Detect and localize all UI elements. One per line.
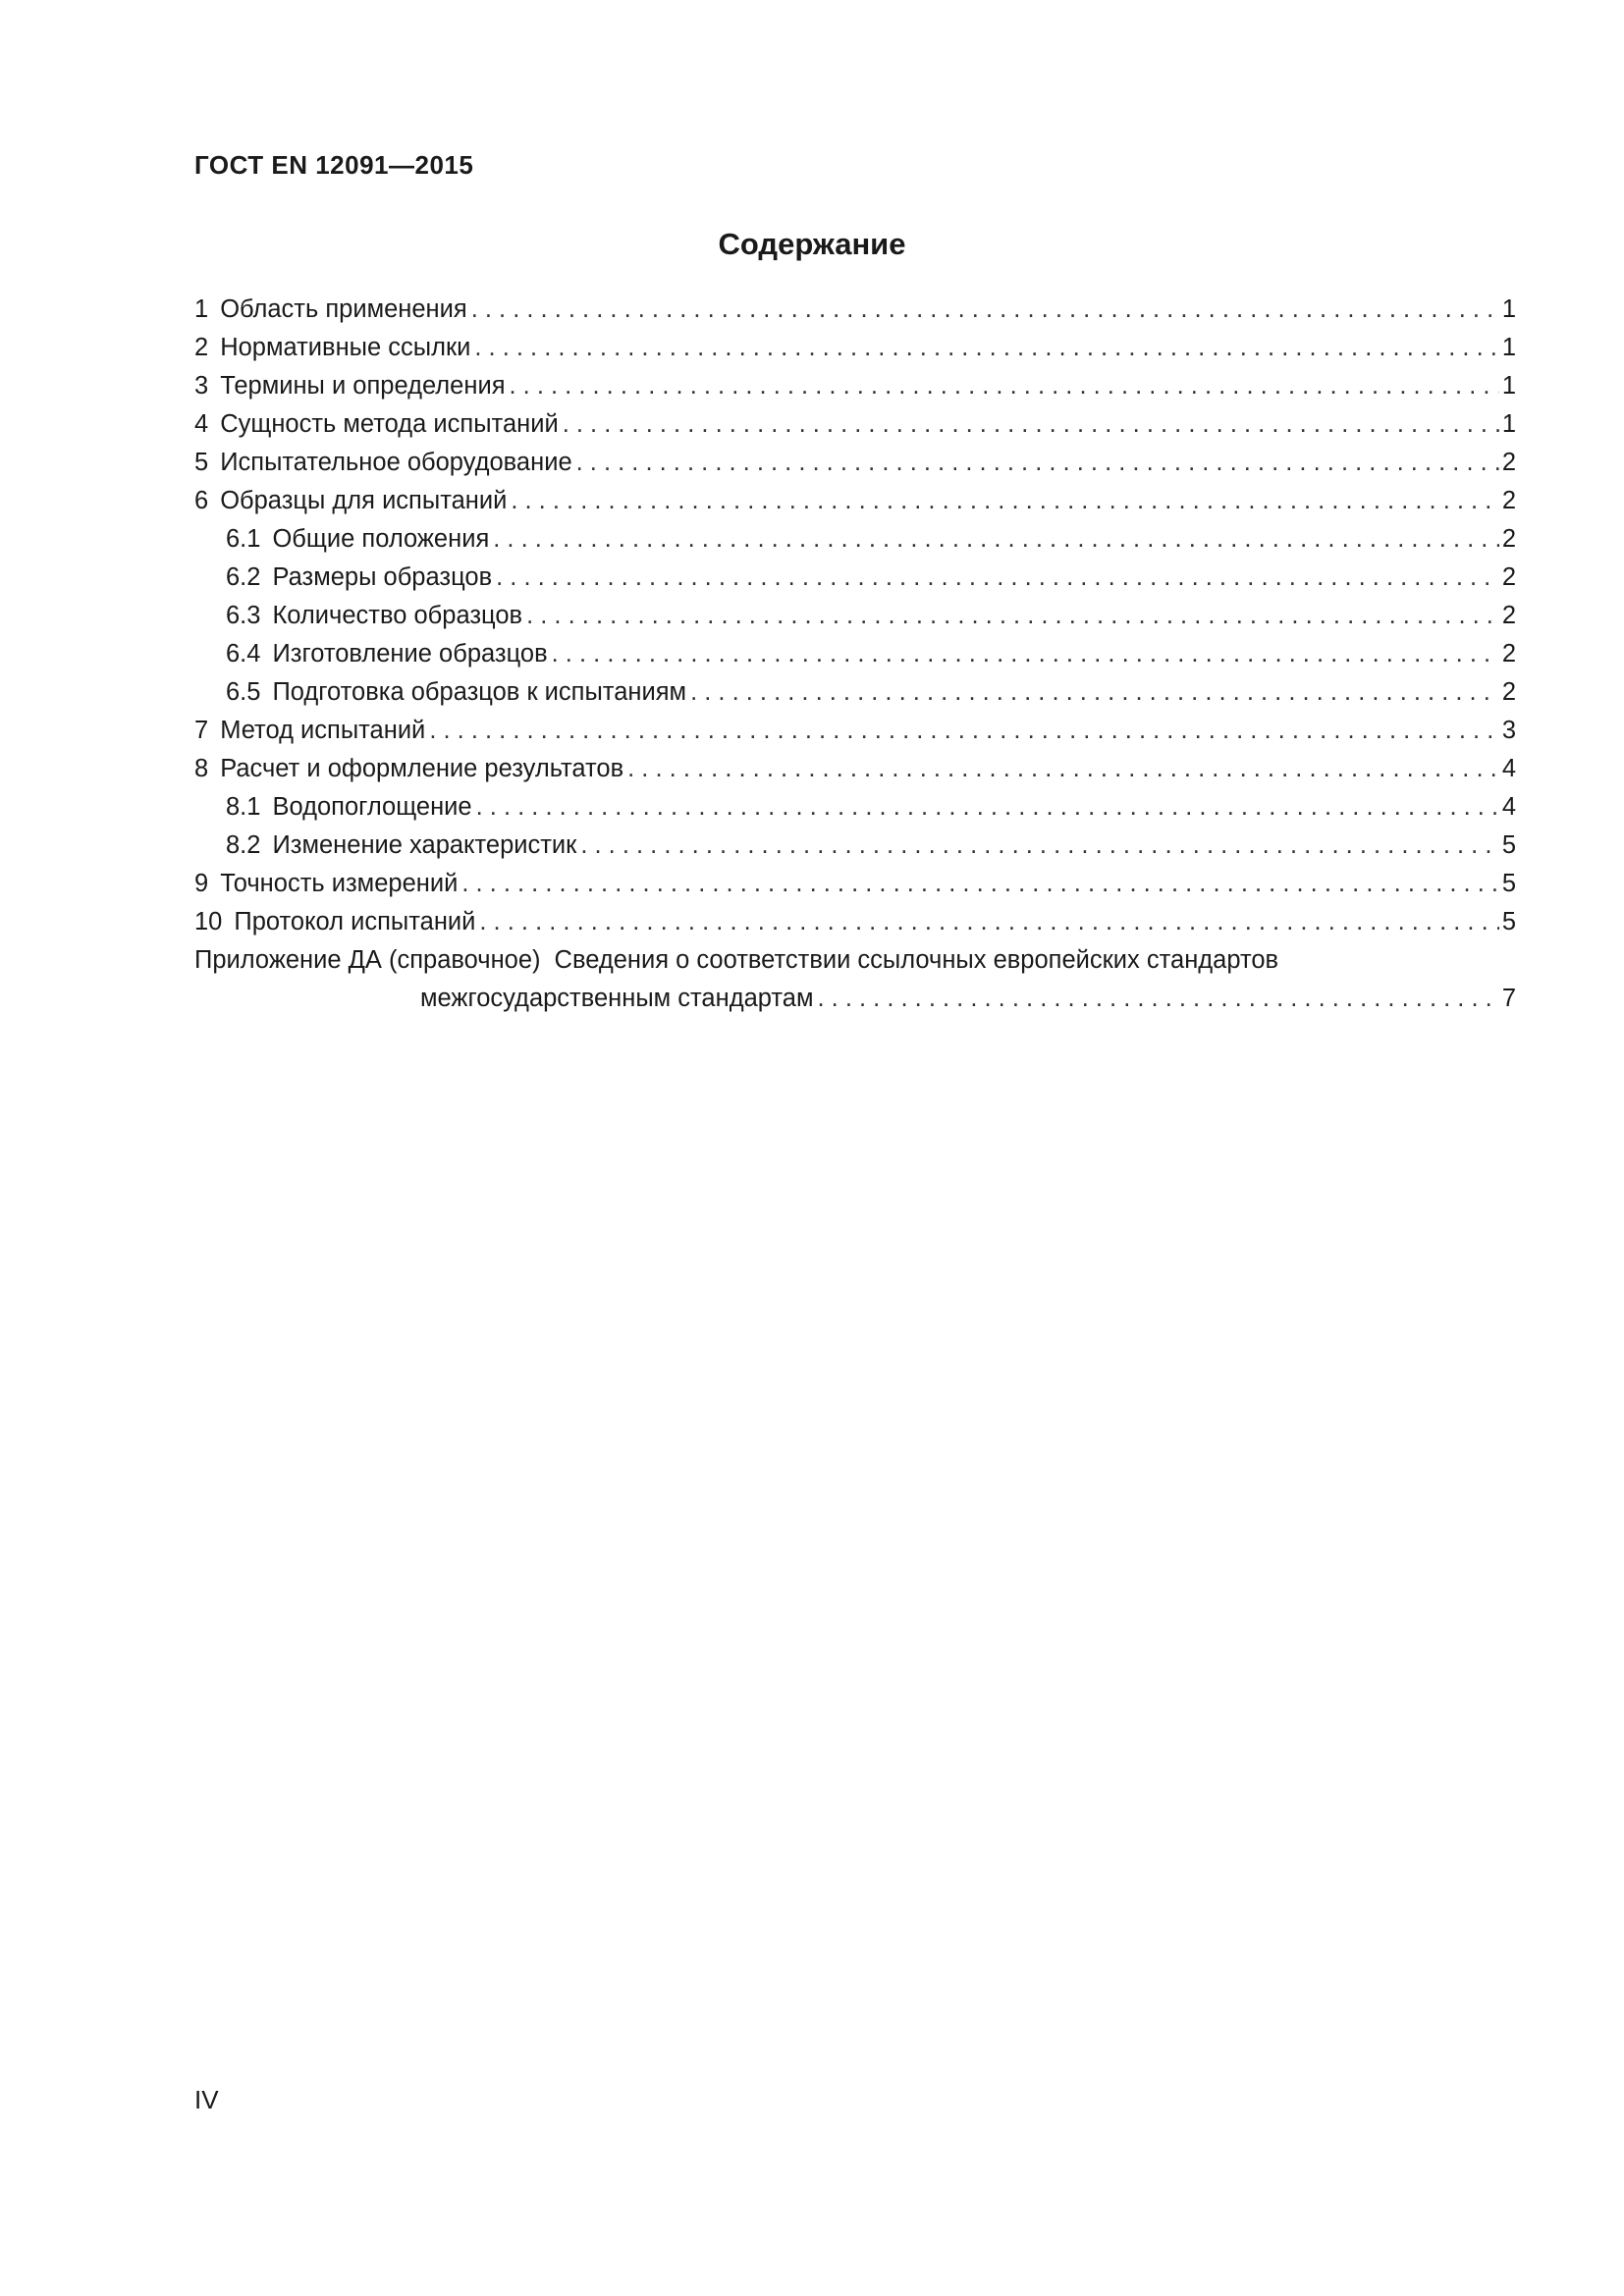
toc-entry-number: 6.4 bbox=[226, 640, 261, 667]
toc-annex-entry[interactable] bbox=[194, 941, 1516, 1018]
toc-dot-leader bbox=[526, 597, 1499, 635]
toc-dot-leader bbox=[476, 788, 1499, 827]
toc-entry-title: Размеры образцов bbox=[272, 563, 493, 591]
toc-entry-title: Образцы для испытаний bbox=[220, 487, 508, 514]
toc-entry-title: Сущность метода испытаний bbox=[220, 410, 559, 438]
toc-subentry[interactable] bbox=[194, 520, 1516, 559]
toc-entry-page: 3 bbox=[1501, 717, 1516, 744]
toc-entry-number: 6.2 bbox=[226, 563, 261, 591]
toc-entry-title: Область применения bbox=[220, 295, 467, 323]
toc-dot-leader bbox=[552, 635, 1499, 673]
toc-entry[interactable] bbox=[194, 329, 1516, 367]
toc-dot-leader bbox=[496, 559, 1499, 597]
toc-entry-page: 5 bbox=[1501, 831, 1516, 859]
toc-dot-leader bbox=[817, 980, 1498, 1018]
toc-entry-number: 3 bbox=[194, 372, 209, 400]
toc-subentry[interactable] bbox=[194, 559, 1516, 597]
toc-entry-title: Точность измерений bbox=[220, 870, 459, 897]
toc-entry-title: Метод испытаний bbox=[220, 717, 426, 744]
annex-prefix: Приложение ДА (справочное) bbox=[194, 946, 541, 974]
toc-entry-page: 2 bbox=[1501, 602, 1516, 629]
toc-dot-leader bbox=[471, 291, 1499, 329]
toc-entry-number: 6.1 bbox=[226, 525, 261, 553]
toc-subentry[interactable] bbox=[194, 788, 1516, 827]
toc-entry-title: Общие положения bbox=[272, 525, 490, 553]
toc-entry-page: 4 bbox=[1501, 793, 1516, 821]
toc-entry-title: Протокол испытаний bbox=[234, 908, 476, 935]
toc-subentry[interactable] bbox=[194, 673, 1516, 712]
toc-dot-leader bbox=[511, 482, 1498, 520]
toc-entry-number: 1 bbox=[194, 295, 209, 323]
toc-entry-page: 2 bbox=[1501, 563, 1516, 591]
toc-entry-page: 7 bbox=[1501, 985, 1516, 1012]
page-number: IV bbox=[194, 2085, 219, 2114]
toc-entry-number: 6.3 bbox=[226, 602, 261, 629]
toc-subentry[interactable] bbox=[194, 827, 1516, 865]
toc-entry-page: 1 bbox=[1501, 372, 1516, 400]
table-of-contents bbox=[194, 291, 1516, 1018]
toc-entry-page: 2 bbox=[1501, 640, 1516, 667]
toc-entry-title: Испытательное оборудование bbox=[220, 449, 572, 476]
toc-dot-leader bbox=[493, 520, 1499, 559]
toc-entry-number: 9 bbox=[194, 870, 209, 897]
toc-entry-title: Термины и определения bbox=[220, 372, 506, 400]
toc-entry-page: 5 bbox=[1501, 870, 1516, 897]
annex-title-line-1: Сведения о соответствии ссылочных европейских стандартов bbox=[554, 946, 1279, 974]
toc-subentry[interactable] bbox=[194, 597, 1516, 635]
toc-entry-number: 10 bbox=[194, 908, 223, 935]
toc-entry[interactable] bbox=[194, 405, 1516, 444]
toc-entry-number: 4 bbox=[194, 410, 209, 438]
toc-entry-page: 1 bbox=[1501, 334, 1516, 361]
toc-entry-number: 6 bbox=[194, 487, 209, 514]
toc-entry-page: 2 bbox=[1501, 678, 1516, 706]
annex-line-2 bbox=[194, 980, 1516, 1018]
toc-title: Содержание bbox=[718, 227, 906, 261]
toc-entry-title: Нормативные ссылки bbox=[220, 334, 471, 361]
toc-entry-number: 8.1 bbox=[226, 793, 261, 821]
toc-entry-number: 6.5 bbox=[226, 678, 261, 706]
toc-entry-title: Подготовка образцов к испытаниям bbox=[272, 678, 687, 706]
toc-entry[interactable] bbox=[194, 482, 1516, 520]
document-header: ГОСТ EN 12091—2015 bbox=[194, 150, 474, 180]
toc-dot-leader bbox=[474, 329, 1498, 367]
toc-entry-title: Водопоглощение bbox=[272, 793, 472, 821]
toc-subentry[interactable] bbox=[194, 635, 1516, 673]
toc-entry[interactable] bbox=[194, 367, 1516, 405]
toc-dot-leader bbox=[429, 712, 1499, 750]
toc-entry-page: 2 bbox=[1501, 449, 1516, 476]
toc-entry-number: 8.2 bbox=[226, 831, 261, 859]
toc-entry[interactable] bbox=[194, 712, 1516, 750]
toc-entry[interactable] bbox=[194, 291, 1516, 329]
toc-entry-page: 1 bbox=[1501, 295, 1516, 323]
toc-entry-number: 8 bbox=[194, 755, 209, 782]
toc-entry[interactable] bbox=[194, 750, 1516, 788]
toc-entry-page: 5 bbox=[1501, 908, 1516, 935]
toc-entry-number: 7 bbox=[194, 717, 209, 744]
toc-entry-page: 2 bbox=[1501, 525, 1516, 553]
toc-entry[interactable] bbox=[194, 444, 1516, 482]
toc-entry[interactable] bbox=[194, 865, 1516, 903]
toc-entry-page: 2 bbox=[1501, 487, 1516, 514]
toc-dot-leader bbox=[690, 673, 1499, 712]
annex-line-1 bbox=[194, 941, 1516, 980]
toc-entry-page: 4 bbox=[1501, 755, 1516, 782]
toc-dot-leader bbox=[479, 903, 1498, 941]
toc-entry-title: Изменение характеристик bbox=[272, 831, 577, 859]
toc-entry-number: 2 bbox=[194, 334, 209, 361]
toc-dot-leader bbox=[563, 405, 1499, 444]
toc-dot-leader bbox=[461, 865, 1498, 903]
toc-dot-leader bbox=[580, 827, 1498, 865]
toc-entry-page: 1 bbox=[1501, 410, 1516, 438]
toc-dot-leader bbox=[576, 444, 1499, 482]
toc-entry-number: 5 bbox=[194, 449, 209, 476]
toc-entry-title: Количество образцов bbox=[272, 602, 523, 629]
toc-dot-leader bbox=[510, 367, 1499, 405]
annex-title-line-2: межгосударственным стандартам bbox=[420, 985, 814, 1012]
toc-entry-title: Изготовление образцов bbox=[272, 640, 548, 667]
toc-entry-title: Расчет и оформление результатов bbox=[220, 755, 624, 782]
toc-entry[interactable] bbox=[194, 903, 1516, 941]
toc-dot-leader bbox=[627, 750, 1499, 788]
